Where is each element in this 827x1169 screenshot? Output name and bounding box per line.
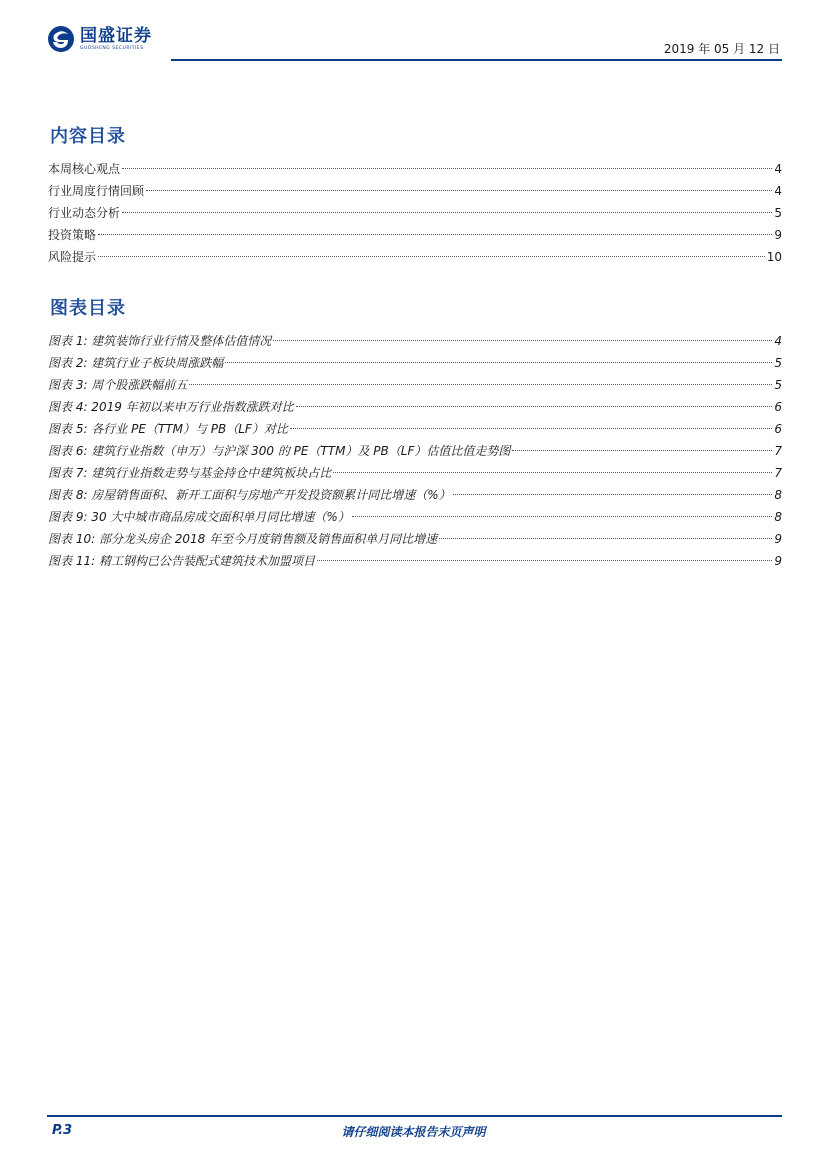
header-divider <box>171 59 782 61</box>
toc-entry[interactable] <box>48 246 782 268</box>
figure-entry-page: 6 <box>774 400 782 414</box>
toc-entry[interactable] <box>48 180 782 202</box>
footer-disclaimer: 请仔细阅读本报告末页声明 <box>341 1125 486 1139</box>
dot-leader <box>225 362 772 363</box>
figure-entry-title: 图表 10: 部分龙头房企 2018 年至今月度销售额及销售面积单月同比增速 <box>48 532 438 546</box>
dot-leader <box>98 234 772 235</box>
figure-entry-title: 图表 2: 建筑行业子板块周涨跌幅 <box>48 356 224 370</box>
figure-entry-title: 图表 8: 房屋销售面积、新开工面积与房地产开发投资额累计同比增速（%） <box>48 488 451 502</box>
figure-entry[interactable] <box>48 374 782 396</box>
page-header <box>47 22 782 62</box>
dot-leader <box>317 560 772 561</box>
toc-entry-title: 投资策略 <box>48 228 97 242</box>
dot-leader <box>333 472 772 473</box>
figure-entry-page: 8 <box>774 488 782 502</box>
figure-entry-page: 6 <box>774 422 782 436</box>
footer-divider <box>47 1115 782 1117</box>
figure-entry[interactable] <box>48 528 782 550</box>
toc-entry-page: 10 <box>766 250 782 264</box>
toc-entry-title: 风险提示 <box>48 250 97 264</box>
figure-entry-title: 图表 11: 精工钢构已公告装配式建筑技术加盟项目 <box>48 554 315 568</box>
figure-entry-page: 9 <box>774 532 782 546</box>
figure-entry-page: 4 <box>774 334 782 348</box>
figure-entry-title: 图表 3: 周个股涨跌幅前五 <box>48 378 188 392</box>
logo-chinese-name: 国盛证券 <box>80 25 152 46</box>
toc-entry[interactable] <box>48 202 782 224</box>
toc-entry-page: 5 <box>774 206 782 220</box>
figure-entry-page: 5 <box>774 356 782 370</box>
figure-entry-title: 图表 4: 2019 年初以来申万行业指数涨跌对比 <box>48 400 294 414</box>
contents-list <box>48 158 782 268</box>
figure-entry-page: 7 <box>774 444 782 458</box>
figure-entry[interactable] <box>48 484 782 506</box>
figure-entry-title: 图表 5: 各行业 PE（TTM）与 PB（LF）对比 <box>48 422 288 436</box>
logo-english-name: GUOSHENG SECURITIES <box>80 45 144 51</box>
figure-entry-page: 7 <box>774 466 782 480</box>
figure-entry-title: 图表 6: 建筑行业指数（申万）与沪深 300 的 PE（TTM）及 PB（LF）估值比值走势图 <box>48 444 511 458</box>
dot-leader <box>290 428 773 429</box>
dot-leader <box>273 340 772 341</box>
figures-heading: 图表目录 <box>50 298 126 319</box>
dot-leader <box>98 256 765 257</box>
dot-leader <box>189 384 772 385</box>
dot-leader <box>453 494 773 495</box>
figure-entry[interactable] <box>48 550 782 572</box>
figure-entry[interactable] <box>48 330 782 352</box>
guosheng-logo-icon <box>47 25 75 53</box>
dot-leader <box>122 168 772 169</box>
dot-leader <box>296 406 773 407</box>
figure-entry-title: 图表 7: 建筑行业指数走势与基金持仓中建筑板块占比 <box>48 466 332 480</box>
figure-entry[interactable] <box>48 506 782 528</box>
toc-entry[interactable] <box>48 158 782 180</box>
dot-leader <box>439 538 772 539</box>
company-logo <box>47 25 152 53</box>
toc-entry-page: 4 <box>774 162 782 176</box>
dot-leader <box>512 450 772 451</box>
toc-entry-title: 行业动态分析 <box>48 206 121 220</box>
dot-leader <box>146 190 772 191</box>
contents-heading: 内容目录 <box>50 126 126 147</box>
figure-entry-title: 图表 1: 建筑装饰行业行情及整体估值情况 <box>48 334 272 348</box>
figure-entry[interactable] <box>48 418 782 440</box>
toc-entry-page: 9 <box>774 228 782 242</box>
figure-entry-page: 9 <box>774 554 782 568</box>
dot-leader <box>122 212 772 213</box>
page-number: P.3 <box>52 1123 73 1138</box>
figure-entry-page: 5 <box>774 378 782 392</box>
toc-entry-title: 行业周度行情回顾 <box>48 184 145 198</box>
dot-leader <box>352 516 773 517</box>
report-date: 2019 年 05 月 12 日 <box>663 42 780 56</box>
figure-entry[interactable] <box>48 396 782 418</box>
figure-entry[interactable] <box>48 440 782 462</box>
toc-entry-title: 本周核心观点 <box>48 162 121 176</box>
figure-entry[interactable] <box>48 462 782 484</box>
figure-entry[interactable] <box>48 352 782 374</box>
toc-entry[interactable] <box>48 224 782 246</box>
figure-entry-title: 图表 9: 30 大中城市商品房成交面积单月同比增速（%） <box>48 510 350 524</box>
figures-list <box>48 330 782 572</box>
toc-entry-page: 4 <box>774 184 782 198</box>
figure-entry-page: 8 <box>774 510 782 524</box>
